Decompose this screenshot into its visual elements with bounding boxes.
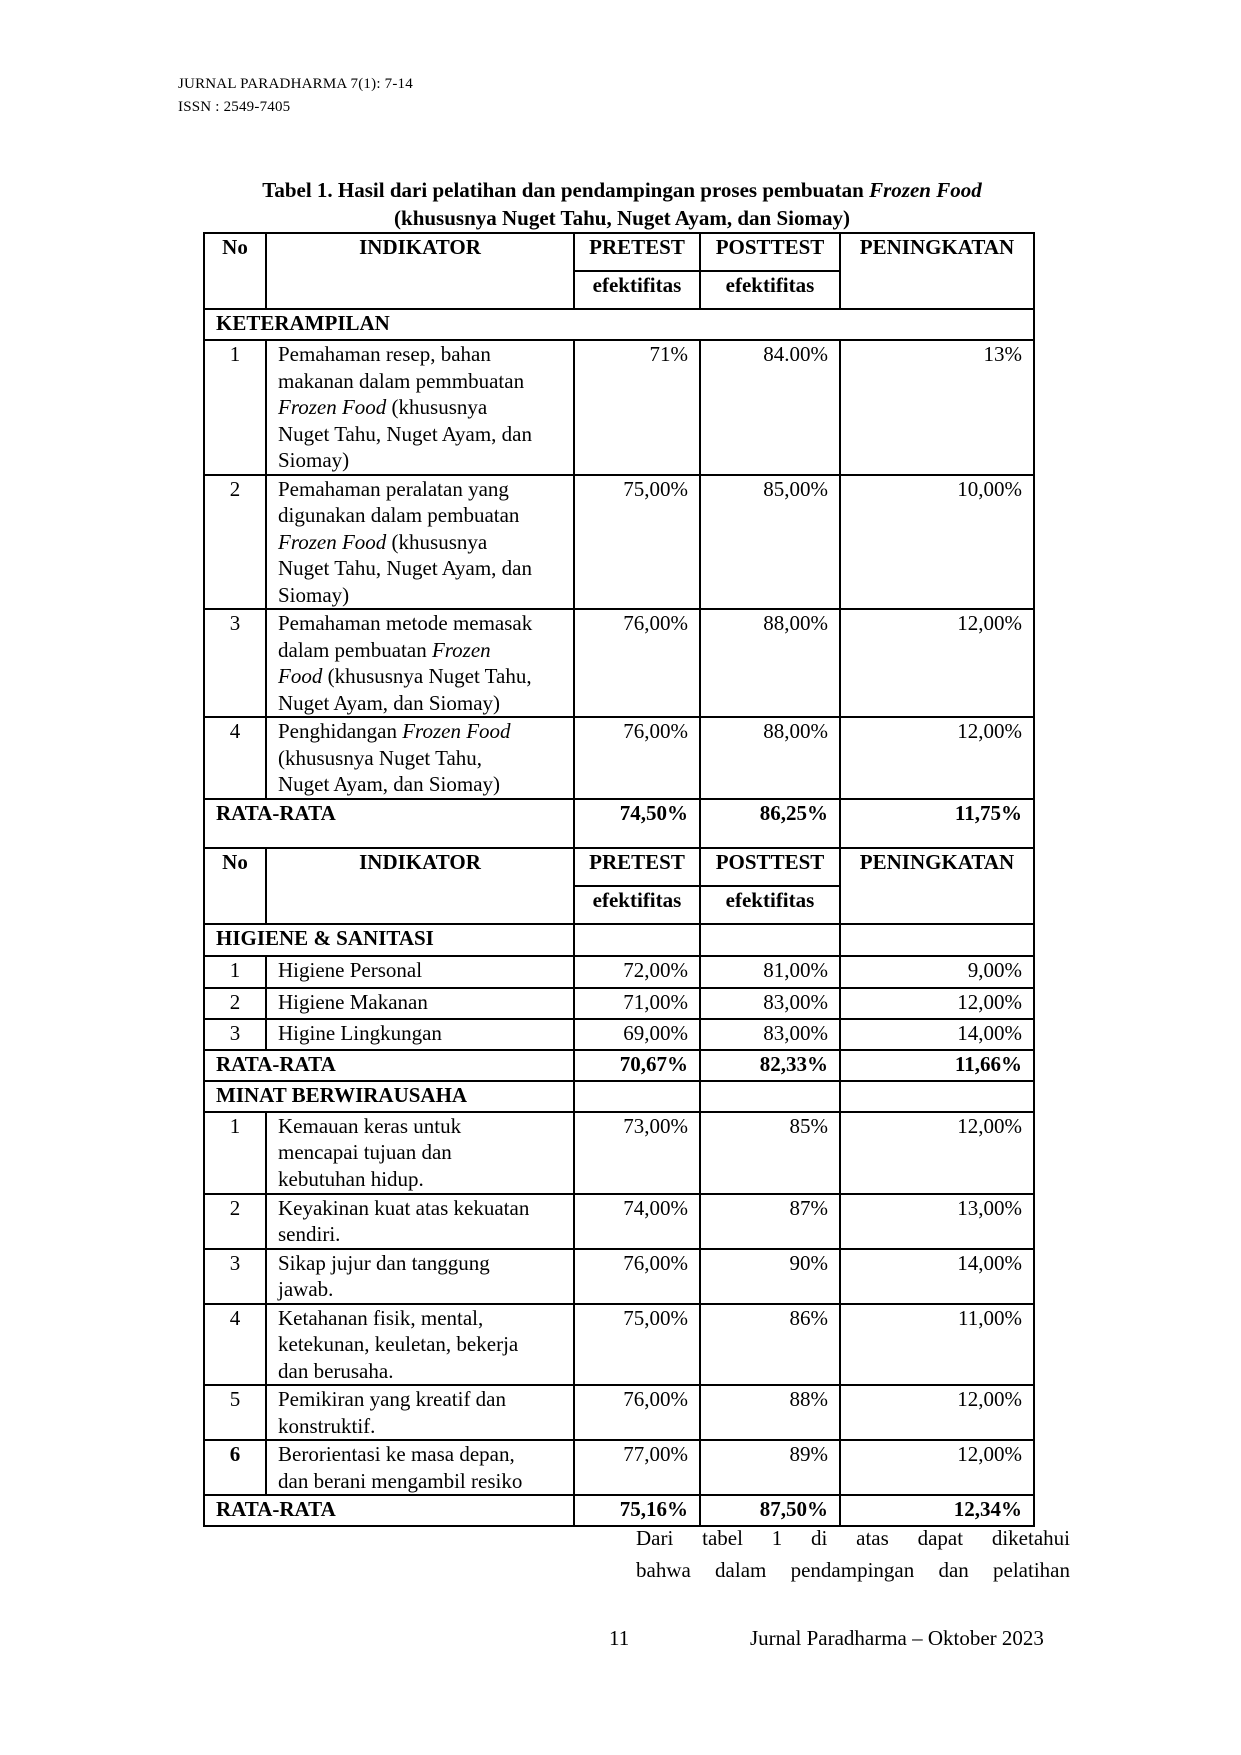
table-header-row [204,848,1034,886]
header-efektifitas: efektifitas [574,271,700,309]
section-row [204,309,1034,340]
header-peningkatan: PENINGKATAN [840,848,1034,924]
header-efektifitas: efektifitas [700,271,840,309]
header-posttest: POSTTEST [700,848,840,886]
table-row: 3 Sikap jujur dan tanggung jawab. 76,00% 90% 14,00% [204,1249,1034,1304]
caption-line-2: (khususnya Nuget Tahu, Nuget Ayam, dan Siomay) [394,206,850,230]
indikator-cell: Sikap jujur dan tanggung jawab. [266,1249,574,1304]
page-number: 11 [609,1626,630,1650]
section-title: KETERAMPILAN [204,309,1034,340]
indikator-cell: Pemikiran yang kreatif dan konstruktif. [266,1385,574,1440]
indikator-cell: Berorientasi ke masa depan, dan berani mengambil resiko [266,1440,574,1495]
results-table [203,232,1035,1527]
header-pretest: PRETEST [574,848,700,886]
paragraph-line-2: bahwa dalam pendampingan dan pelatihan [636,1558,1070,1582]
header-indikator: INDIKATOR [266,848,574,924]
table-row: 1 Higiene Personal 72,00% 81,00% 9,00% [204,956,1034,988]
indikator-cell: Keyakinan kuat atas kekuatan sendiri. [266,1194,574,1249]
table-row: 6 Berorientasi ke masa depan, dan berani mengambil resiko 77,00% 89% 12,00% [204,1440,1034,1495]
header-no: No [204,233,266,309]
journal-header: JURNAL PARADHARMA 7(1): 7-14 [178,76,413,92]
table-caption [204,176,1040,232]
header-efektifitas: efektifitas [700,886,840,924]
indikator-cell: Higine Lingkungan [266,1019,574,1050]
header-efektifitas: efektifitas [574,886,700,924]
table-row: 4 Ketahanan fisik, mental, ketekunan, keuletan, bekerja dan berusaha. 75,00% 86% 11,00% [204,1304,1034,1386]
table-row: 2 Higiene Makanan 71,00% 83,00% 12,00% [204,988,1034,1019]
header-no: No [204,848,266,924]
indikator-cell: Pemahaman metode memasak dalam pembuatan Frozen Food (khususnya Nuget Tahu, Nuget Ayam, dan Siomay) [266,609,574,717]
paragraph-line-1: Dari tabel 1 di atas dapat diketahui [636,1526,1070,1550]
table-row: 2 Pemahaman peralatan yang digunakan dalam pembuatan Frozen Food (khususnya Nuget Tahu, Nuget Ayam, dan Siomay) 75,00% 85,00% 10,00% [204,475,1034,610]
table-row: 1 Pemahaman resep, bahan makanan dalam pemmbuatan Frozen Food (khususnya Nuget Tahu, Nuget Ayam, dan Siomay) 71% 84.00% 13% [204,340,1034,475]
average-row: RATA-RATA 74,50% 86,25% 11,75% [204,799,1034,848]
indikator-cell: Ketahanan fisik, mental, ketekunan, keuletan, bekerja dan berusaha. [266,1304,574,1386]
indikator-cell: Higiene Personal [266,956,574,988]
average-row: RATA-RATA 70,67% 82,33% 11,66% [204,1050,1034,1081]
indikator-cell: Pemahaman peralatan yang digunakan dalam pembuatan Frozen Food (khususnya Nuget Tahu, Nuget Ayam, dan Siomay) [266,475,574,610]
average-row: RATA-RATA 75,16% 87,50% 12,34% [204,1495,1034,1526]
table-row: 1 Kemauan keras untuk mencapai tujuan dan kebutuhan hidup. 73,00% 85% 12,00% [204,1112,1034,1194]
table-row: 3 Pemahaman metode memasak dalam pembuatan Frozen Food (khususnya Nuget Tahu, Nuget Ayam, dan Siomay) 76,00% 88,00% 12,00% [204,609,1034,717]
table-row: 5 Pemikiran yang kreatif dan konstruktif. 76,00% 88% 12,00% [204,1385,1034,1440]
header-pretest: PRETEST [574,233,700,271]
indikator-cell: Kemauan keras untuk mencapai tujuan dan kebutuhan hidup. [266,1112,574,1194]
section-title: MINAT BERWIRAUSAHA [204,1081,574,1112]
table-row: 4 Penghidangan Frozen Food (khususnya Nuget Tahu, Nuget Ayam, dan Siomay) 76,00% 88,00% 12,00% [204,717,1034,799]
section-title: HIGIENE & SANITASI [204,924,574,956]
footer-journal: Jurnal Paradharma – Oktober 2023 [750,1626,1044,1650]
caption-line-1: Tabel 1. Hasil dari pelatihan dan pendampingan proses pembuatan Frozen Food [262,178,982,202]
table-header-row [204,233,1034,271]
header-peningkatan: PENINGKATAN [840,233,1034,309]
indikator-cell: Higiene Makanan [266,988,574,1019]
indikator-cell: Pemahaman resep, bahan makanan dalam pemmbuatan Frozen Food (khususnya Nuget Tahu, Nuget Ayam, dan Siomay) [266,340,574,475]
table-row: 2 Keyakinan kuat atas kekuatan sendiri. 74,00% 87% 13,00% [204,1194,1034,1249]
issn: ISSN : 2549-7405 [178,99,291,115]
header-posttest: POSTTEST [700,233,840,271]
indikator-cell: Penghidangan Frozen Food (khususnya Nuget Tahu, Nuget Ayam, dan Siomay) [266,717,574,799]
section-row [204,1081,1034,1112]
header-indikator: INDIKATOR [266,233,574,309]
table-row: 3 Higine Lingkungan 69,00% 83,00% 14,00% [204,1019,1034,1050]
section-row [204,924,1034,956]
